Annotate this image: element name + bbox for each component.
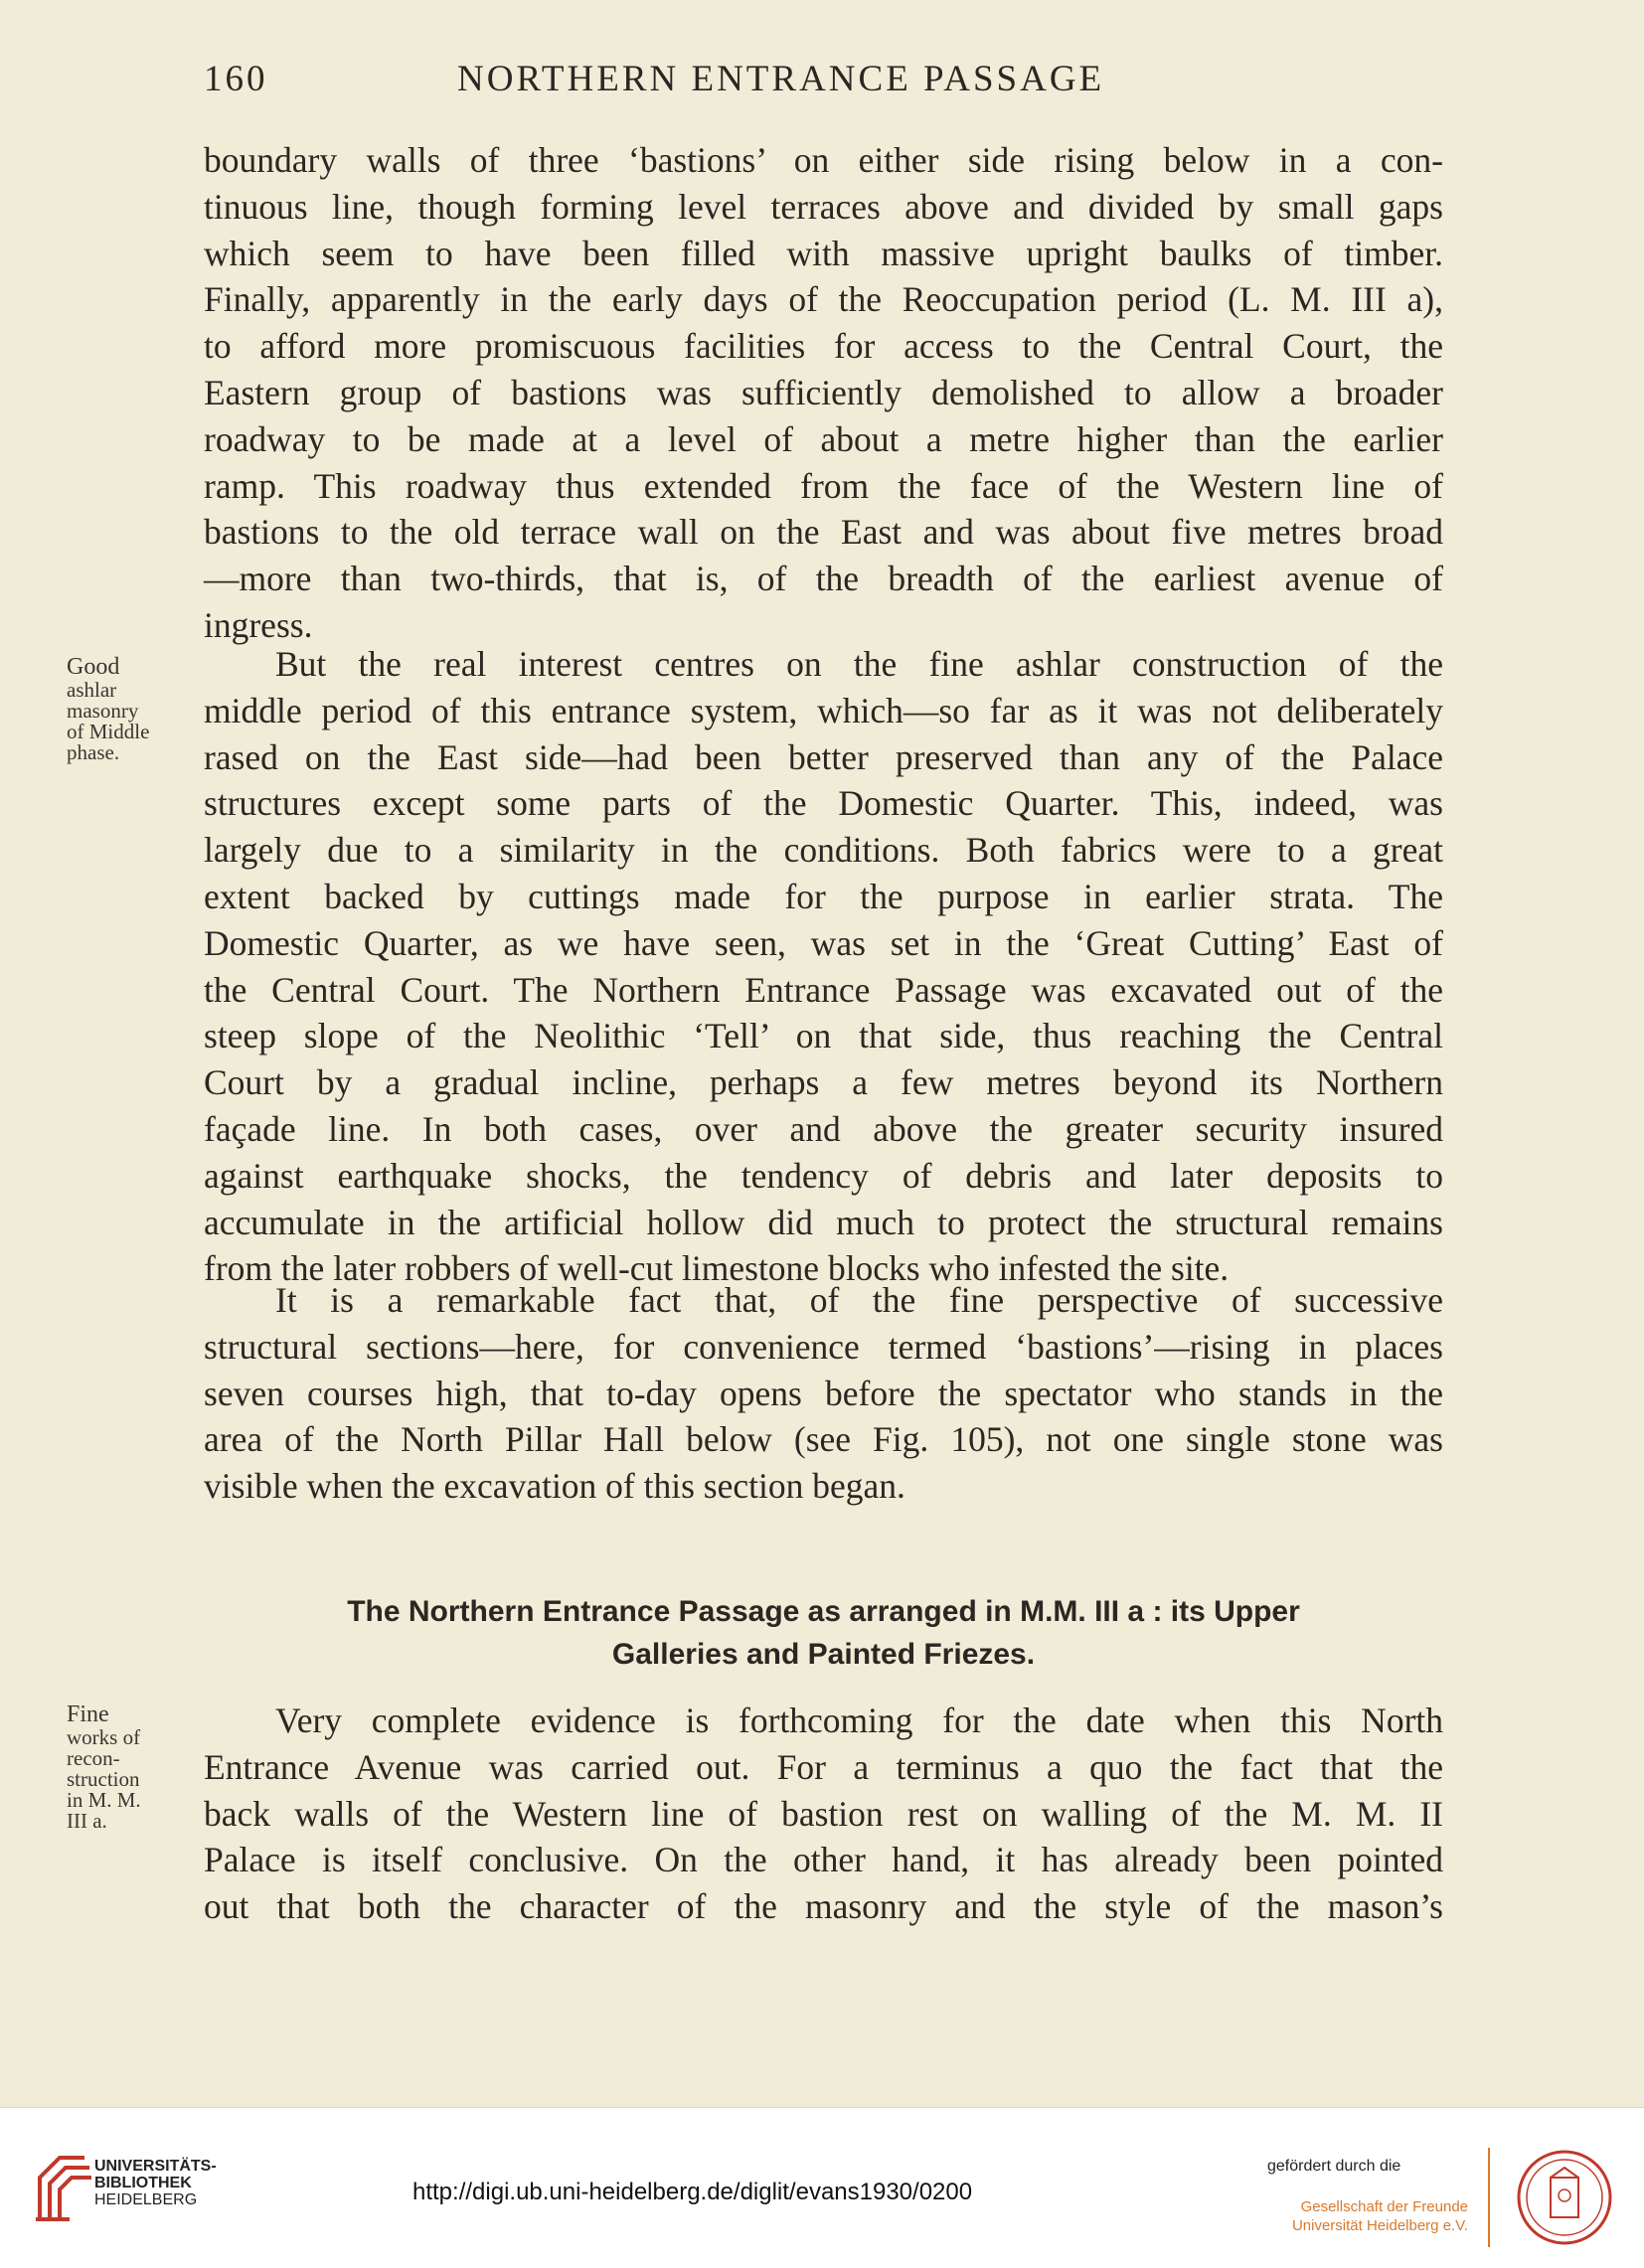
margin-note-line: Fine xyxy=(67,1701,109,1727)
margin-note-line: masonry xyxy=(67,699,139,723)
margin-note-line: works of xyxy=(67,1725,141,1749)
section-heading-line: The Northern Entrance Passage as arranged in M.M. III a : its Upper xyxy=(347,1595,1300,1628)
text-line: Very complete evidence is forthcoming for the date when this North xyxy=(275,1701,1443,1740)
text-line: to afford more promiscuous facilities for access to the Central Court, the xyxy=(204,326,1443,367)
page-number: 160 xyxy=(204,59,268,99)
digitization-footer xyxy=(0,2107,1644,2268)
text-line: largely due to a similarity in the conditions. Both fabrics were to a great xyxy=(204,830,1443,871)
text-line: out that both the character of the masonry and the style of the mason’s xyxy=(204,1886,1443,1927)
text-line: Domestic Quarter, as we have seen, was set in the ‘Great Cutting’ East of xyxy=(204,922,1443,963)
university-seal-icon xyxy=(1515,2148,1614,2247)
text-line: bastions to the old terrace wall on the East and was about five metres broad xyxy=(204,512,1443,553)
text-line: Palace is itself conclusive. On the other hand, it has already been pointed xyxy=(204,1840,1443,1880)
library-name-line: BIBLIOTHEK xyxy=(94,2175,192,2191)
page-heading: NORTHERN ENTRANCE PASSAGE xyxy=(457,59,1105,99)
margin-note-line: III a. xyxy=(67,1809,107,1833)
margin-note-line: recon- xyxy=(67,1746,120,1770)
margin-note-ashlar xyxy=(67,654,186,763)
section-heading xyxy=(204,1590,1443,1676)
text-line: structures except some parts of the Domestic Quarter. This, indeed, was xyxy=(204,783,1443,824)
text-line: ingress. xyxy=(204,604,313,645)
text-line: area of the North Pillar Hall below (see Fig. 105), not one single stone was xyxy=(204,1419,1443,1460)
funding-organization xyxy=(1279,2197,1468,2235)
paragraph-1 xyxy=(204,137,1443,649)
library-name-line: UNIVERSITÄTS- xyxy=(94,2158,217,2175)
text-line: visible when the excavation of this section began. xyxy=(204,1466,905,1507)
text-line: ramp. This roadway thus extended from the face of the Western line of xyxy=(204,465,1443,506)
paragraph-3 xyxy=(204,1277,1443,1510)
funding-org-line: Universität Heidelberg e.V. xyxy=(1291,2217,1468,2234)
section-heading-line: Galleries and Painted Friezes. xyxy=(611,1638,1036,1671)
running-head xyxy=(204,58,1446,105)
text-line: steep slope of the Neolithic ‘Tell’ on that side, thus reaching the Central xyxy=(204,1016,1443,1056)
permalink-url[interactable]: http://digi.ub.uni-heidelberg.de/diglit/evans1930/0200 xyxy=(412,2179,973,2205)
margin-note-line: Good xyxy=(67,654,120,680)
text-line: middle period of this entrance system, which—so far as it was not deliberately xyxy=(204,690,1443,730)
text-line: But the real interest centres on the fine ashlar construction of the xyxy=(275,644,1443,684)
text-line: extent backed by cuttings made for the purpose in earlier strata. The xyxy=(204,876,1443,916)
margin-note-line: in M. M. xyxy=(67,1788,141,1812)
text-line: It is a remarkable fact that, of the fine perspective of successive xyxy=(275,1280,1443,1320)
text-line: façade line. In both cases, over and above the greater security insured xyxy=(204,1108,1443,1149)
text-line: the Central Court. The Northern Entrance Passage was excavated out of the xyxy=(204,969,1443,1010)
text-line: which seem to have been filled with massive upright baulks of timber. xyxy=(204,233,1443,273)
text-line: Entrance Avenue was carried out. For a terminus a quo the fact that the xyxy=(204,1746,1443,1787)
text-line: accumulate in the artificial hollow did much to protect the structural remains xyxy=(204,1202,1443,1242)
paragraph-4 xyxy=(204,1698,1443,1930)
margin-note-line: phase. xyxy=(67,740,120,764)
text-line: structural sections—here, for convenience termed ‘bastions’—rising in places xyxy=(204,1326,1443,1367)
library-logo-icon xyxy=(30,2148,99,2227)
text-line: against earthquake shocks, the tendency of debris and later deposits to xyxy=(204,1155,1443,1196)
text-line: rased on the East side—had been better preserved than any of the Palace xyxy=(204,736,1443,777)
margin-note-line: struction xyxy=(67,1767,140,1791)
text-line: roadway to be made at a level of about a metre higher than the earlier xyxy=(204,418,1443,459)
text-line: —more than two-thirds, that is, of the breadth of the earliest avenue of xyxy=(204,559,1443,599)
library-name xyxy=(94,2158,217,2208)
margin-note-line: of Middle xyxy=(67,720,150,743)
funding-org-line: Gesellschaft der Freunde xyxy=(1300,2198,1468,2215)
text-line: tinuous line, though forming level terraces above and divided by small gaps xyxy=(204,186,1443,227)
text-line: boundary walls of three ‘bastions’ on either side rising below in a con- xyxy=(204,140,1443,180)
paragraph-2 xyxy=(204,641,1443,1292)
funding-label: gefördert durch die xyxy=(1267,2158,1401,2175)
text-line: back walls of the Western line of bastion rest on walling of the M. M. II xyxy=(204,1793,1443,1834)
text-line: Court by a gradual incline, perhaps a few metres beyond its Northern xyxy=(204,1062,1443,1103)
library-name-line: HEIDELBERG xyxy=(94,2191,198,2208)
text-line: Eastern group of bastions was sufficiently demolished to allow a broader xyxy=(204,372,1443,412)
text-line: seven courses high, that to-day opens before the spectator who stands in the xyxy=(204,1373,1443,1413)
footer-divider xyxy=(1488,2148,1490,2247)
text-line: Finally, apparently in the early days of the Reoccupation period (L. M. III a), xyxy=(204,279,1443,320)
margin-note-reconstruction xyxy=(67,1701,186,1832)
margin-note-line: ashlar xyxy=(67,678,117,702)
text-line: from the later robbers of well-cut limestone blocks who infested the site. xyxy=(204,1248,1230,1289)
